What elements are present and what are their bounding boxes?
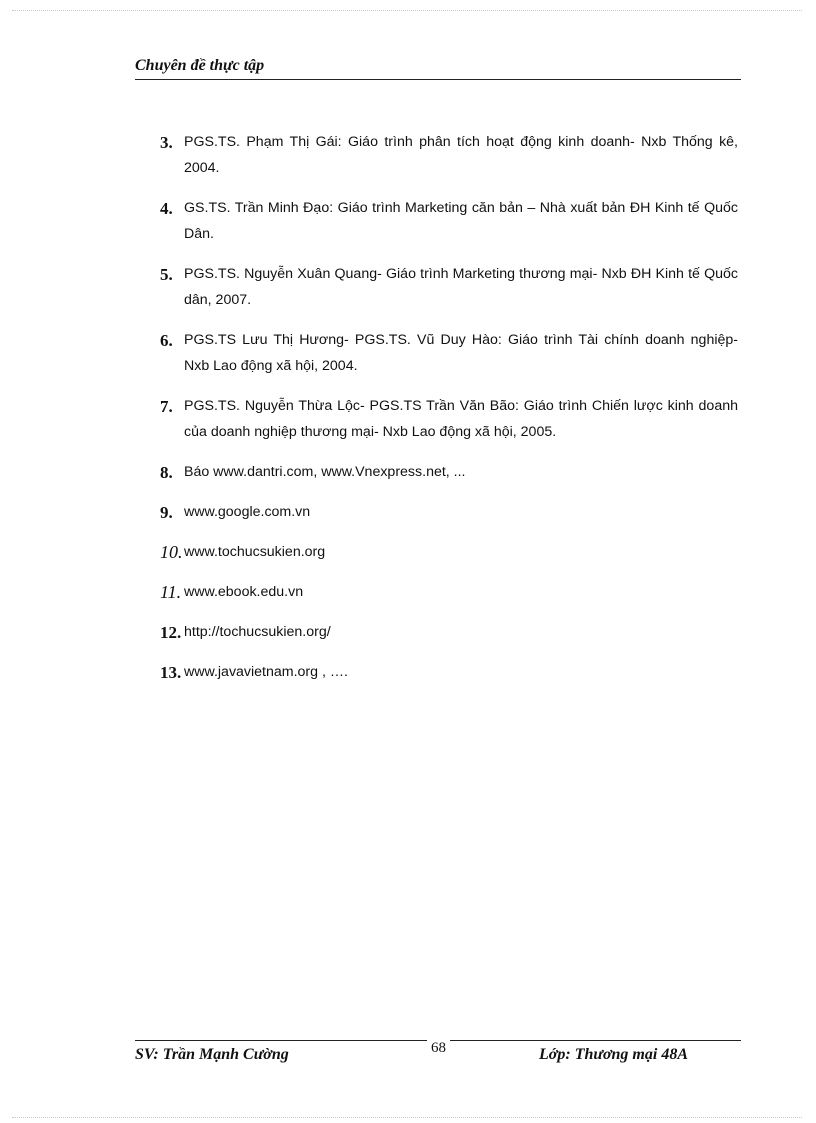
reference-item-9 — [160, 499, 738, 525]
reference-text: PGS.TS Lưu Thị Hương- PGS.TS. Vũ Duy Hào: Giáo trình Tài chính doanh nghiệp- Nxb Lao động xã hội, 2004. — [184, 332, 738, 374]
reference-item-11 — [160, 579, 738, 605]
reference-text: GS.TS. Trần Minh Đạo: Giáo trình Marketing căn bản – Nhà xuất bản ĐH Kinh tế Quốc Dân. — [184, 200, 738, 242]
reference-item-5 — [160, 261, 738, 313]
footer-student-name: SV: Trần Mạnh Cường — [135, 1046, 289, 1063]
reference-text: www.ebook.edu.vn — [184, 584, 304, 600]
page-footer — [135, 1040, 741, 1069]
reference-number: 10. — [160, 542, 183, 562]
header-title: Chuyên đề thực tập — [135, 57, 265, 74]
page-header — [135, 56, 741, 80]
reference-item-7 — [160, 393, 738, 445]
reference-text: PGS.TS. Nguyễn Xuân Quang- Giáo trình Marketing thương mại- Nxb ĐH Kinh tế Quốc dân, 2007. — [184, 266, 738, 308]
page-number: 68 — [427, 1040, 450, 1057]
reference-number: 6. — [160, 331, 173, 350]
reference-number: 3. — [160, 133, 173, 152]
reference-item-12 — [160, 619, 738, 645]
reference-number: 11. — [160, 582, 182, 602]
reference-item-3 — [160, 129, 738, 181]
reference-text: www.javavietnam.org , …. — [184, 664, 349, 680]
reference-number: 13. — [160, 663, 182, 682]
reference-item-10 — [160, 539, 738, 565]
reference-number: 4. — [160, 199, 173, 218]
reference-text: www.google.com.vn — [184, 504, 311, 520]
reference-text: http://tochucsukien.org/ — [184, 624, 331, 640]
reference-text: Báo www.dantri.com, www.Vnexpress.net, ... — [184, 464, 466, 480]
reference-item-8 — [160, 459, 738, 485]
reference-number: 8. — [160, 463, 173, 482]
reference-number: 9. — [160, 503, 173, 522]
reference-list — [160, 129, 738, 699]
footer-class-label: Lớp: Thương mại 48A — [539, 1046, 688, 1063]
reference-text: PGS.TS. Nguyễn Thừa Lộc- PGS.TS Trần Văn Bão: Giáo trình Chiến lược kinh doanh của doanh nghiệp thương mại- Nxb Lao động xã hội, 2005. — [184, 398, 738, 440]
reference-number: 12. — [160, 623, 182, 642]
reference-number: 5. — [160, 265, 173, 284]
reference-number: 7. — [160, 397, 173, 416]
reference-text: PGS.TS. Phạm Thị Gái: Giáo trình phân tích hoạt động kinh doanh- Nxb Thống kê, 2004. — [184, 134, 738, 176]
reference-item-6 — [160, 327, 738, 379]
reference-text: www.tochucsukien.org — [184, 544, 326, 560]
reference-item-13 — [160, 659, 738, 685]
reference-item-4 — [160, 195, 738, 247]
